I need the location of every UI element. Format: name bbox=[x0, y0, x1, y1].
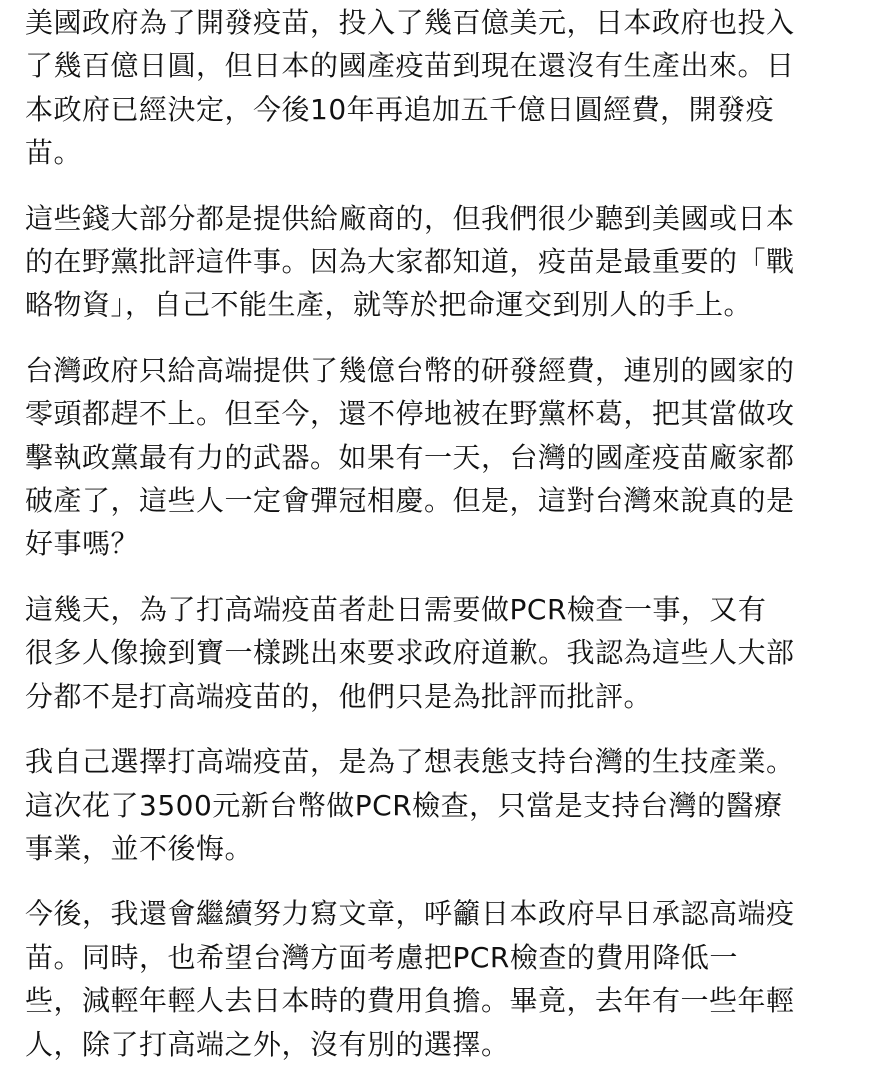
paragraph-2: 這些錢大部分都是提供給廠商的，但我們很少聽到美國或日本 的在野黨批評這件事。因為大家都知道，疫苗是最重要的「戰 略物資」，自己不能生產，就等於把命運交到別人的手上。 bbox=[25, 201, 795, 322]
paragraph-1: 美國政府為了開發疫苗，投入了幾百億美元，日本政府也投入 了幾百億日圓，但日本的國產疫苗到現在還沒有生產出來。日 本政府已經決定，今後10年再追加五千億日圓經費，開發疫 苗。 bbox=[25, 6, 795, 170]
paragraph-3: 台灣政府只給高端提供了幾億台幣的研發經費，連別的國家的 零頭都趕不上。但至今，還不停地被在野黨杯葛，把其當做攻 擊執政黨最有力的武器。如果有一天，台灣的國產疫苗廠家都 破產了，這些人一定會彈冠相慶。但是，這對台灣來說真的是 好事嗎？ bbox=[25, 353, 795, 561]
paragraph-4: 這幾天，為了打高端疫苗者赴日需要做PCR檢查一事，又有 很多人像撿到寶一樣跳出來要求政府道歉。我認為這些人大部 分都不是打高端疫苗的，他們只是為批評而批評。 bbox=[25, 592, 795, 713]
paragraph-6: 今後，我還會繼續努力寫文章，呼籲日本政府早日承認高端疫 苗。同時，也希望台灣方面考慮把PCR檢查的費用降低一 些，減輕年輕人去日本時的費用負擔。畢竟，去年有一些年輕 人，除了打高端之外，沒有別的選擇。 bbox=[25, 897, 795, 1061]
paragraph-5: 我自己選擇打高端疫苗，是為了想表態支持台灣的生技產業。 這次花了3500元新台幣做PCR檢查，只當是支持台灣的醫療 事業，並不後悔。 bbox=[25, 745, 795, 865]
